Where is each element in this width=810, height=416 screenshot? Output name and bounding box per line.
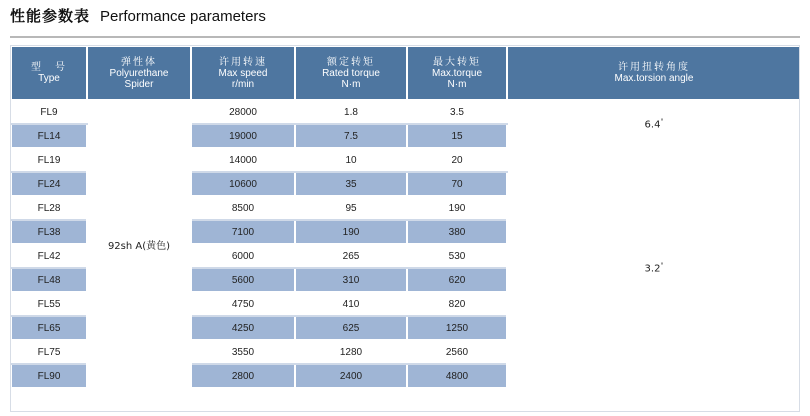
cell-rated-torque: 310 <box>295 268 407 292</box>
cell-speed: 14000 <box>191 148 295 172</box>
cell-torsion-angle-group-2: 3.2° <box>507 148 801 388</box>
cell-type: FL24 <box>11 172 87 196</box>
cell-speed: 4250 <box>191 316 295 340</box>
cell-rated-torque: 625 <box>295 316 407 340</box>
cell-spider-material: 92sh A(黄色) <box>87 100 191 388</box>
cell-type: FL28 <box>11 196 87 220</box>
title-divider <box>10 36 800 38</box>
header-rated-torque: 额定转矩 Rated torque N·m <box>295 46 407 100</box>
page-title-zh: 性能参数表 <box>10 7 91 25</box>
cell-rated-torque: 10 <box>295 148 407 172</box>
cell-rated-torque: 1280 <box>295 340 407 364</box>
cell-type: FL48 <box>11 268 87 292</box>
cell-rated-torque: 35 <box>295 172 407 196</box>
cell-torsion-angle-group-1: 6.4° <box>507 100 801 148</box>
cell-type: FL65 <box>11 316 87 340</box>
cell-rated-torque: 2400 <box>295 364 407 388</box>
page-title-en: Performance parameters <box>100 8 266 25</box>
cell-rated-torque: 265 <box>295 244 407 268</box>
cell-speed: 8500 <box>191 196 295 220</box>
cell-type: FL19 <box>11 148 87 172</box>
page-title <box>10 5 266 26</box>
cell-speed: 28000 <box>191 100 295 124</box>
cell-speed: 7100 <box>191 220 295 244</box>
cell-type: FL75 <box>11 340 87 364</box>
cell-rated-torque: 190 <box>295 220 407 244</box>
cell-speed: 6000 <box>191 244 295 268</box>
cell-type: FL42 <box>11 244 87 268</box>
cell-max-torque: 15 <box>407 124 507 148</box>
cell-max-torque: 190 <box>407 196 507 220</box>
cell-rated-torque: 1.8 <box>295 100 407 124</box>
cell-speed: 5600 <box>191 268 295 292</box>
cell-rated-torque: 410 <box>295 292 407 316</box>
cell-type: FL14 <box>11 124 87 148</box>
cell-max-torque: 2560 <box>407 340 507 364</box>
cell-max-torque: 4800 <box>407 364 507 388</box>
cell-speed: 10600 <box>191 172 295 196</box>
cell-rated-torque: 7.5 <box>295 124 407 148</box>
header-spider: 弹性体 Polyurethane Spider <box>87 46 191 100</box>
header-max-torque: 最大转矩 Max.torque N·m <box>407 46 507 100</box>
table-row <box>11 100 801 124</box>
cell-speed: 2800 <box>191 364 295 388</box>
cell-type: FL9 <box>11 100 87 124</box>
cell-max-torque: 70 <box>407 172 507 196</box>
header-torsion-angle: 许用扭转角度 Max.torsion angle <box>507 46 801 100</box>
cell-speed: 4750 <box>191 292 295 316</box>
cell-max-torque: 20 <box>407 148 507 172</box>
table-header-row <box>11 46 801 100</box>
cell-max-torque: 3.5 <box>407 100 507 124</box>
cell-type: FL55 <box>11 292 87 316</box>
cell-speed: 3550 <box>191 340 295 364</box>
performance-table <box>10 45 802 389</box>
cell-rated-torque: 95 <box>295 196 407 220</box>
cell-max-torque: 820 <box>407 292 507 316</box>
cell-max-torque: 530 <box>407 244 507 268</box>
header-type: 型 号 Type <box>11 46 87 100</box>
cell-max-torque: 380 <box>407 220 507 244</box>
cell-type: FL90 <box>11 364 87 388</box>
cell-max-torque: 620 <box>407 268 507 292</box>
cell-type: FL38 <box>11 220 87 244</box>
cell-max-torque: 1250 <box>407 316 507 340</box>
cell-speed: 19000 <box>191 124 295 148</box>
header-max-speed: 许用转速 Max speed r/min <box>191 46 295 100</box>
